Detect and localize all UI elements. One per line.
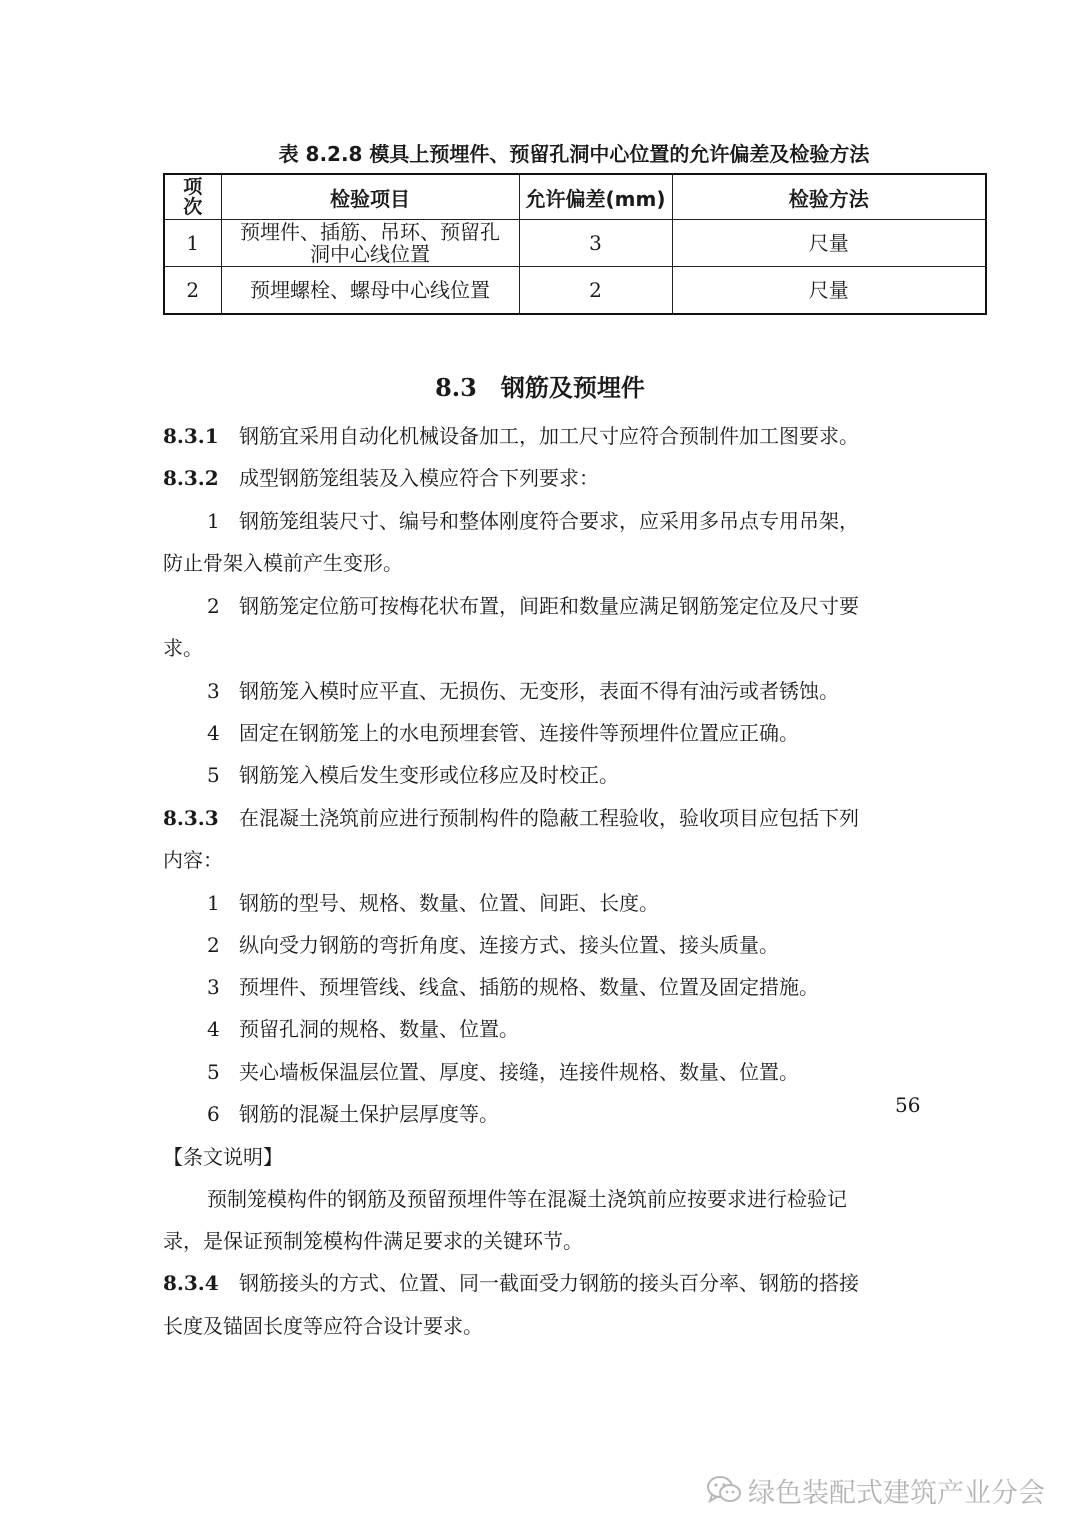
clause-text: 钢筋接头的方式、位置、同一截面受力钢筋的接头百分率、钢筋的搭接	[239, 1271, 859, 1295]
table-row	[164, 220, 986, 267]
row-method: 尺量	[672, 267, 986, 315]
list-item: 1 钢筋的型号、规格、数量、位置、间距、长度。	[207, 891, 659, 915]
list-item: 2 钢筋笼定位筋可按梅花状布置，间距和数量应满足钢筋笼定位及尺寸要	[207, 594, 859, 618]
page-number: 56	[895, 1093, 921, 1117]
clause-number: 8.3.2	[163, 466, 219, 490]
list-item: 3 预埋件、预埋管线、线盒、插筋的规格、数量、位置及固定措施。	[207, 975, 819, 999]
list-item: 1 钢筋笼组装尺寸、编号和整体刚度符合要求，应采用多吊点专用吊架，	[207, 509, 859, 533]
row-number: 2	[164, 267, 221, 315]
clause-text: 成型钢筋笼组装及入模应符合下列要求：	[239, 466, 599, 490]
header-method: 检验方法	[672, 174, 986, 220]
note-text: 预制笼模构件的钢筋及预留预埋件等在混凝土浇筑前应按要求进行检验记	[207, 1187, 847, 1211]
clause-text-continuation: 内容：	[163, 848, 223, 872]
row-tolerance: 3	[519, 220, 672, 267]
row-tolerance: 2	[519, 267, 672, 315]
clause-text: 钢筋宜采用自动化机械设备加工，加工尺寸应符合预制件加工图要求。	[239, 424, 859, 448]
watermark-text: 绿色装配式建筑产业分会	[748, 1477, 1045, 1509]
list-item: 2 纵向受力钢筋的弯折角度、连接方式、接头位置、接头质量。	[207, 933, 779, 957]
wechat-icon	[706, 1475, 742, 1505]
row-item: 预埋螺栓、螺母中心线位置	[221, 267, 519, 315]
section-title: 8.3 钢筋及预埋件	[435, 373, 645, 402]
tolerance-table	[163, 173, 987, 315]
table-header-row	[164, 174, 986, 220]
note-text-continuation: 录，是保证预制笼模构件满足要求的关键环节。	[163, 1229, 583, 1253]
table-row	[164, 267, 986, 315]
list-item: 5 钢筋笼入模后发生变形或位移应及时校正。	[207, 763, 619, 787]
list-item: 3 钢筋笼入模时应平直、无损伤、无变形，表面不得有油污或者锈蚀。	[207, 679, 839, 703]
header-inspection-item: 检验项目	[221, 174, 519, 220]
clause-8-3-1	[163, 415, 859, 457]
clause-text: 在混凝土浇筑前应进行预制构件的隐蔽工程验收，验收项目应包括下列	[239, 806, 859, 830]
clause-text-continuation: 长度及锚固长度等应符合设计要求。	[163, 1314, 483, 1338]
header-item-number: 项 次	[164, 174, 221, 220]
clause-number: 8.3.1	[163, 424, 219, 448]
row-item: 预埋件、插筋、吊环、预留孔 洞中心线位置	[221, 220, 519, 267]
row-number: 1	[164, 220, 221, 267]
list-item-continuation: 求。	[163, 636, 203, 660]
header-tolerance: 允许偏差(mm)	[519, 174, 672, 220]
clause-number: 8.3.4	[163, 1271, 219, 1295]
clause-8-3-4	[163, 1262, 859, 1304]
list-item: 5 夹心墙板保温层位置、厚度、接缝，连接件规格、数量、位置。	[207, 1060, 799, 1084]
clause-number: 8.3.3	[163, 806, 219, 830]
clause-8-3-2	[163, 457, 599, 499]
clause-8-3-3	[163, 797, 859, 839]
table-caption: 表 8.2.8 模具上预埋件、预留孔洞中心位置的允许偏差及检验方法	[278, 142, 870, 166]
watermark	[706, 1470, 1066, 1510]
list-item: 6 钢筋的混凝土保护层厚度等。	[207, 1102, 499, 1126]
list-item: 4 预留孔洞的规格、数量、位置。	[207, 1017, 519, 1041]
note-title: 【条文说明】	[163, 1145, 283, 1169]
row-method: 尺量	[672, 220, 986, 267]
list-item: 4 固定在钢筋笼上的水电预埋套管、连接件等预埋件位置应正确。	[207, 721, 799, 745]
list-item-continuation: 防止骨架入模前产生变形。	[163, 551, 403, 575]
